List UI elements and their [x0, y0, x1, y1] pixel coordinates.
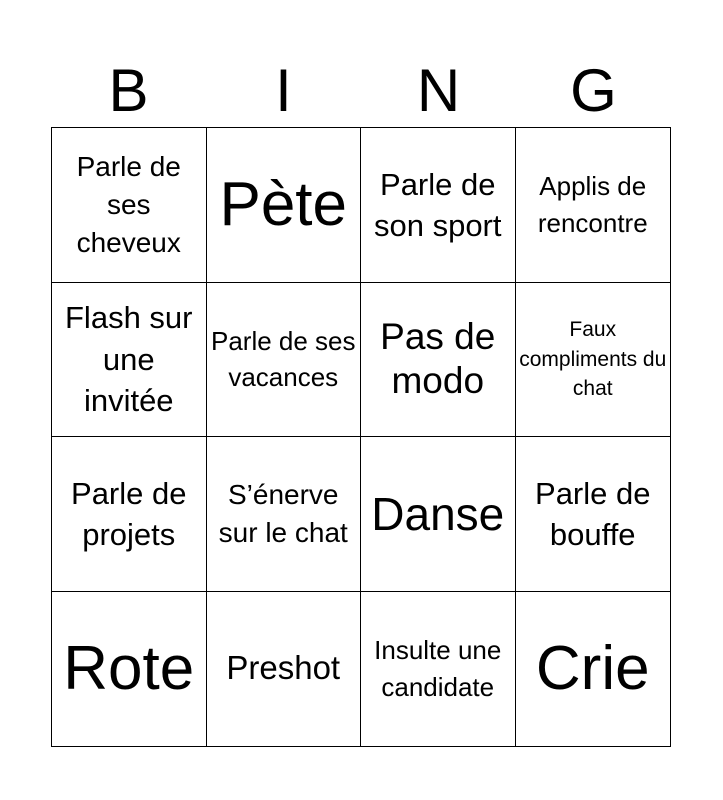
bingo-cell[interactable]: Parle de son sport [361, 128, 516, 283]
bingo-cell[interactable]: Faux compliments du chat [516, 283, 671, 438]
bingo-cell[interactable]: Pas de modo [361, 283, 516, 438]
header-letter-i: I [275, 57, 292, 124]
header-letter-b: B [108, 57, 149, 124]
bingo-board [51, 127, 671, 747]
bingo-cell[interactable]: Parle de projets [52, 437, 207, 592]
bingo-cell[interactable]: S’énerve sur le chat [207, 437, 362, 592]
bingo-cell[interactable]: Preshot [207, 592, 362, 747]
bingo-cell[interactable]: Parle de bouffe [516, 437, 671, 592]
bingo-cell[interactable]: Rote [52, 592, 207, 747]
bingo-cell[interactable]: Flash sur une invitée [52, 283, 207, 438]
bingo-header [51, 56, 671, 126]
bingo-cell[interactable]: Danse [361, 437, 516, 592]
bingo-cell[interactable]: Crie [535, 634, 650, 704]
bingo-cell[interactable]: Pète [207, 128, 362, 283]
bingo-cell[interactable]: Parle de ses cheveux [52, 128, 207, 283]
header-letter-n: N [416, 57, 461, 124]
bingo-cell[interactable]: Parle de ses vacances [207, 283, 362, 438]
bingo-cell[interactable]: Insulte une candidate [361, 592, 516, 747]
bingo-cell[interactable]: Applis de rencontre [516, 128, 671, 283]
header-letter-g: G [570, 57, 617, 124]
